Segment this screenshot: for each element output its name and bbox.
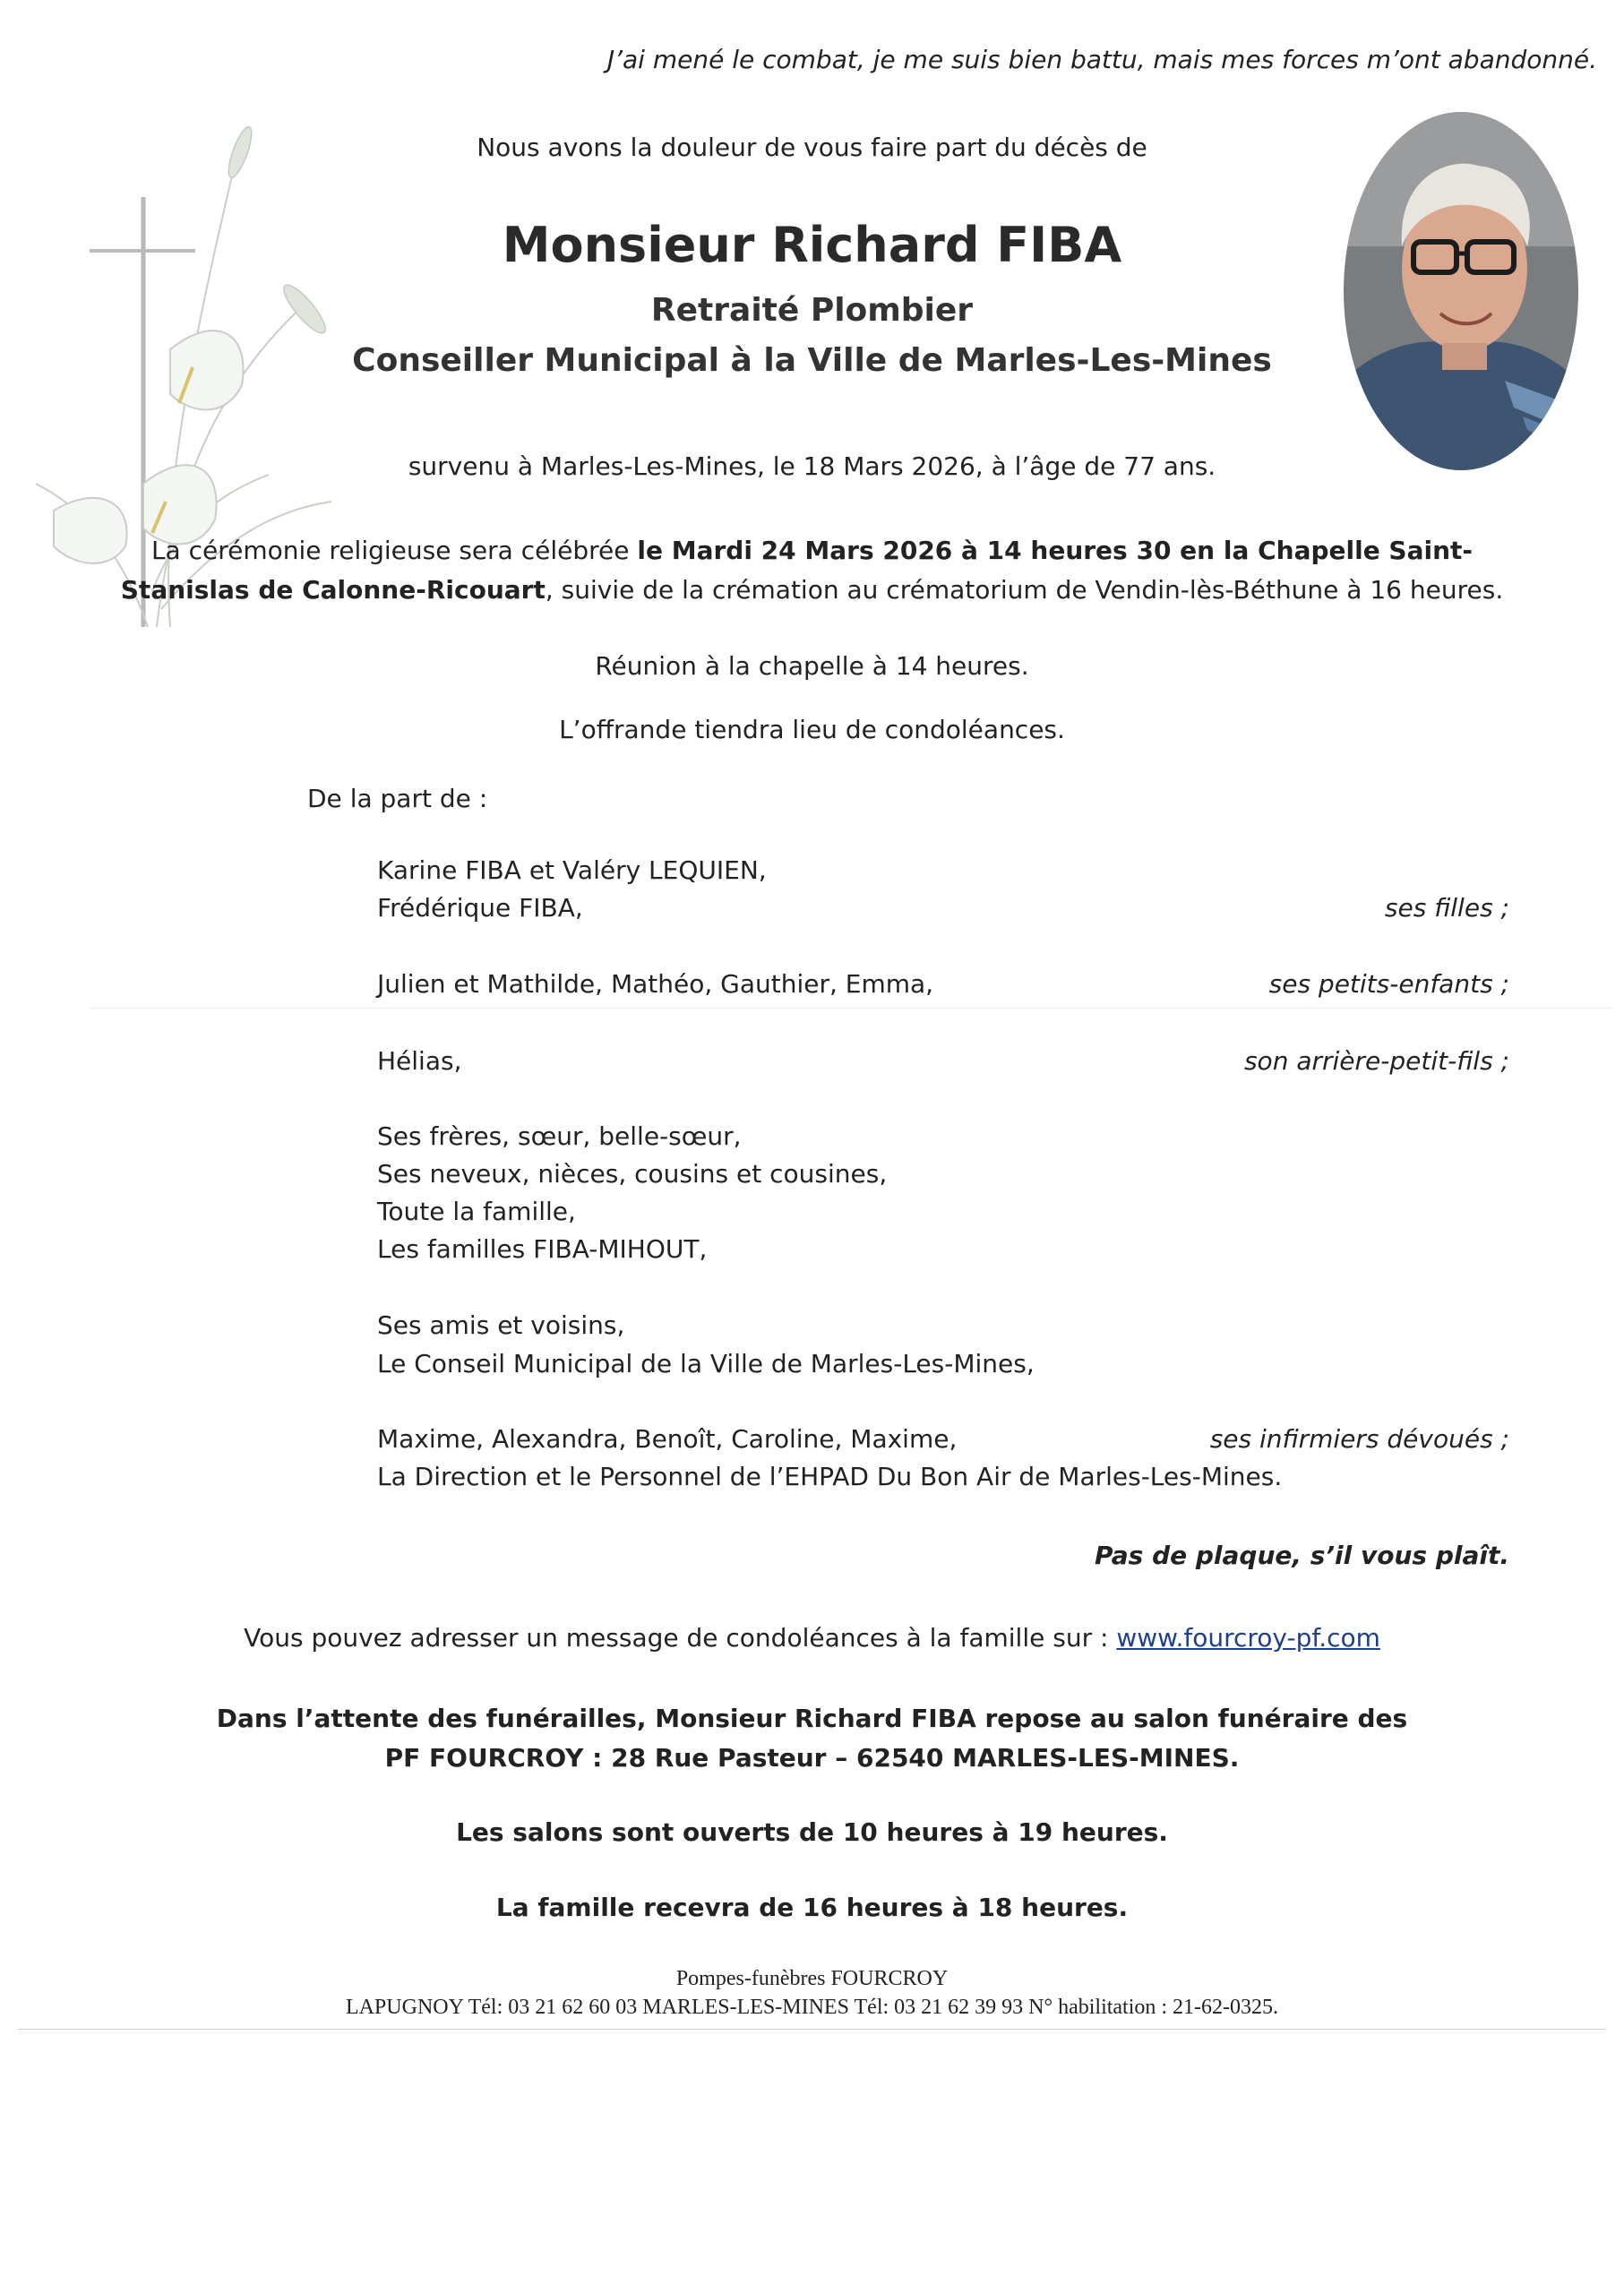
family-name: Hélias, <box>377 1046 462 1076</box>
family-row <box>377 1310 1509 1346</box>
family-name: Julien et Mathilde, Mathéo, Gauthier, Emma, <box>377 969 934 999</box>
deceased-name: Monsieur Richard FIBA <box>502 217 1122 273</box>
family-name: Ses frères, sœur, belle-sœur, <box>377 1121 742 1151</box>
family-row <box>377 1462 1509 1498</box>
family-relation: ses filles ; <box>1384 893 1509 923</box>
family-name: Frédérique FIBA, <box>377 893 583 923</box>
family-row <box>377 1046 1509 1082</box>
portrait-illustration <box>1344 112 1578 470</box>
footer-divider <box>18 2029 1606 2030</box>
scan-line <box>90 1008 1612 1009</box>
portrait-photo <box>1344 112 1578 470</box>
family-name: Ses neveux, nièces, cousins et cousines, <box>377 1159 888 1189</box>
family-name: Les familles FIBA-MIHOUT, <box>377 1234 708 1264</box>
ceremony-text-1a: La cérémonie religieuse sera célébrée <box>150 536 638 565</box>
offering-info: L’offrande tiendra lieu de condoléances. <box>559 715 1065 744</box>
family-name: Toute la famille, <box>377 1197 576 1226</box>
family-relation: ses petits-enfants ; <box>1268 969 1509 999</box>
family-relation: son arrière-petit-fils ; <box>1243 1046 1509 1076</box>
condolence-link[interactable]: www.fourcroy-pf.com <box>1116 1623 1380 1653</box>
no-plaque-note: Pas de plaque, s’il vous plaît. <box>1095 1541 1509 1570</box>
funeral-home-contact: LAPUGNOY Tél: 03 21 62 60 03 MARLES-LES-MINES Tél: 03 21 62 39 93 N° habilitation : 21-62-0325. <box>345 1996 1279 2019</box>
epitaph-quote: J’ai mené le combat, je me suis bien battu, mais mes forces m’ont abandonné. <box>606 45 1597 74</box>
resting-place-line-1: Dans l’attente des funérailles, Monsieur Richard FIBA repose au salon funéraire des <box>216 1704 1408 1733</box>
family-name: Maxime, Alexandra, Benoît, Caroline, Maxime, <box>377 1424 958 1454</box>
family-row <box>377 855 1509 891</box>
resting-place-line-2: PF FOURCROY : 28 Rue Pasteur – 62540 MARLES-LES-MINES. <box>384 1743 1240 1773</box>
family-row <box>377 969 1509 1005</box>
family-name: Le Conseil Municipal de la Ville de Marles-Les-Mines, <box>377 1349 1035 1378</box>
family-name: La Direction et le Personnel de l’EHPAD Du Bon Air de Marles-Les-Mines. <box>377 1462 1283 1491</box>
death-details: survenu à Marles-Les-Mines, le 18 Mars 2026, à l’âge de 77 ans. <box>408 451 1216 481</box>
ceremony-line-2 <box>0 575 1624 605</box>
family-row <box>377 1424 1509 1460</box>
family-reception-hours: La famille recevra de 16 heures à 18 heures. <box>495 1893 1129 1922</box>
ceremony-text-2a: Stanislas de Calonne-Ricouart <box>120 575 546 605</box>
condolence-message <box>0 1623 1624 1653</box>
family-row <box>377 1121 1509 1157</box>
reunion-info: Réunion à la chapelle à 14 heures. <box>595 651 1029 681</box>
family-row <box>377 1349 1509 1385</box>
salon-hours: Les salons sont ouverts de 10 heures à 19 heures. <box>456 1817 1168 1847</box>
family-row <box>377 1234 1509 1270</box>
family-row <box>377 893 1509 929</box>
family-row <box>377 1159 1509 1195</box>
funeral-home-name: Pompes-funèbres FOURCROY <box>675 1967 949 1990</box>
family-name: Ses amis et voisins, <box>377 1310 625 1340</box>
family-row <box>377 1197 1509 1232</box>
condolence-text: Vous pouvez adresser un message de condoléances à la famille sur : <box>244 1623 1117 1653</box>
family-relation: ses infirmiers dévoués ; <box>1209 1424 1509 1454</box>
deceased-title-1: Retraité Plombier <box>650 292 974 329</box>
from-label: De la part de : <box>307 784 488 813</box>
ceremony-text-1b: le Mardi 24 Mars 2026 à 14 heures 30 en la Chapelle Saint- <box>637 536 1474 565</box>
deceased-title-2: Conseiller Municipal à la Ville de Marles-Les-Mines <box>352 342 1272 379</box>
announcement-intro: Nous avons la douleur de vous faire part du décès de <box>477 133 1147 162</box>
ceremony-line-1 <box>0 536 1624 565</box>
ceremony-text-2b: , suivie de la crémation au crématorium de Vendin-lès-Béthune à 16 heures. <box>545 575 1504 605</box>
family-name: Karine FIBA et Valéry LEQUIEN, <box>377 855 767 885</box>
